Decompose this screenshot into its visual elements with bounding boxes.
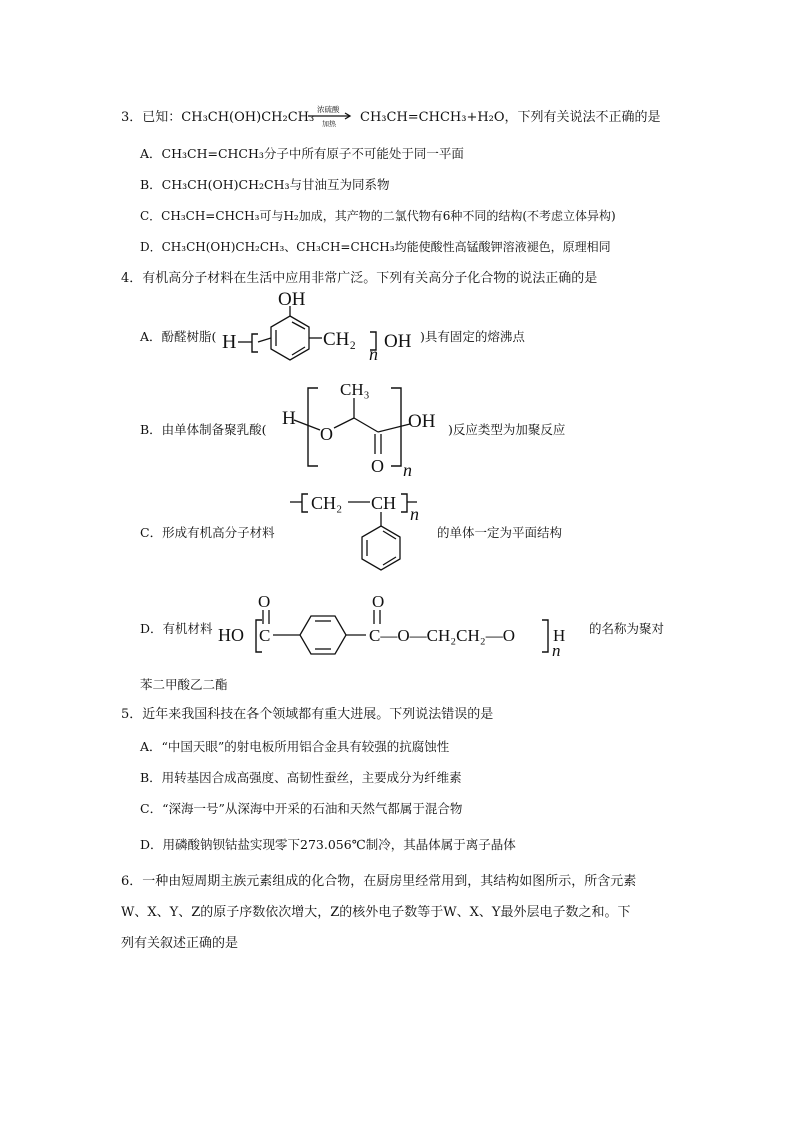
- chem-ch3: CH₃: [340, 380, 370, 399]
- q4-option-a-post: )具有固定的熔沸点: [420, 329, 525, 344]
- chem-o: O: [320, 424, 333, 444]
- q4-stem: 4．有机高分子材料在生活中应用非常广泛。下列有关高分子化合物的说法正确的是: [121, 271, 598, 286]
- reaction-arrow: [300, 104, 356, 130]
- q4-option-c-post: 的单体一定为平面结构: [437, 525, 563, 540]
- pet-structure: [218, 588, 588, 660]
- chem-n: n: [369, 344, 378, 364]
- q4-option-a-pre: A．酚醛树脂(: [140, 329, 217, 344]
- chem-o-carbonyl: O: [371, 456, 384, 476]
- chem-ch2: CH₂: [311, 493, 343, 513]
- arrow-condition-bottom: 加热: [322, 120, 336, 128]
- chem-oh: OH: [408, 411, 436, 432]
- q3-reactant: CH₃CH(OH)CH₂CH₃: [181, 110, 315, 125]
- chem-pet-chain: C—O—CH₂CH₂—O: [369, 626, 515, 645]
- svg-text:C: C: [259, 626, 271, 645]
- chem-ch: CH: [371, 493, 397, 513]
- chem-ho: HO: [218, 625, 244, 645]
- arrow-condition-top: 浓硫酸: [317, 105, 340, 114]
- q5-option-d: D．用磷酸钠钡钴盐实现零下273.056℃制冷，其晶体属于离子晶体: [140, 837, 516, 852]
- q5-option-c: C．“深海一号”从深海中开采的石油和天然气都属于混合物: [140, 801, 463, 816]
- q5-stem: 5．近年来我国科技在各个领域都有重大进展。下列说法错误的是: [121, 707, 494, 722]
- q6-line-3: 列有关叙述正确的是: [121, 936, 239, 951]
- chem-n: n: [552, 641, 561, 660]
- q4-option-d-post: 的名称为聚对: [589, 621, 665, 636]
- chem-o-carbonyl-2: O: [372, 592, 385, 611]
- q3-option-a: A．CH₃CH=CHCH₃分子中所有原子不可能处于同一平面: [140, 146, 464, 161]
- chem-n: n: [410, 504, 419, 524]
- chem-ch2: CH₂: [323, 329, 357, 350]
- q4-option-d-continued: 苯二甲酸乙二酯: [140, 677, 228, 692]
- q3-option-c: C．CH₃CH=CHCH₃可与H₂加成，其产物的二氯代物有6种不同的结构(不考虑立体异构): [140, 209, 616, 223]
- chem-oh-end: OH: [384, 331, 412, 352]
- chem-h: H: [282, 408, 296, 429]
- polylactic-acid-structure: [278, 380, 448, 480]
- q5-option-a: A．“中国天眼”的射电板所用铝合金具有较强的抗腐蚀性: [140, 739, 450, 754]
- chem-n: n: [403, 460, 412, 480]
- chem-h: H: [222, 331, 237, 353]
- q6-line-2: W、X、Y、Z的原子序数依次增大，Z的核外电子数等于W、X、Y最外层电子数之和。下: [121, 905, 631, 920]
- q4-option-b-pre: B．由单体制备聚乳酸(: [140, 422, 267, 437]
- q5-option-b: B．用转基因合成高强度、高韧性蚕丝，主要成分为纤维素: [140, 770, 462, 785]
- q4-option-d-pre: D．有机材料: [140, 621, 213, 636]
- chem-oh: OH: [278, 289, 306, 310]
- chem-h: H: [553, 626, 566, 645]
- q3-product: CH₃CH=CHCH₃+H₂O，下列有关说法不正确的是: [360, 110, 661, 125]
- q3-option-b: B．CH₃CH(OH)CH₂CH₃与甘油互为同系物: [140, 177, 390, 192]
- q3-option-d: D．CH₃CH(OH)CH₂CH₃、CH₃CH=CHCH₃均能使酸性高锰酸钾溶液褪色，原理相同: [140, 240, 611, 254]
- chem-o-carbonyl-1: O: [258, 592, 271, 611]
- polystyrene-structure: [286, 486, 436, 581]
- phenol-formaldehyde-structure: [222, 289, 432, 374]
- q4-option-c-pre: C．形成有机高分子材料: [140, 525, 275, 540]
- q3-stem: [121, 109, 314, 127]
- q4-option-b-post: )反应类型为加聚反应: [448, 422, 566, 437]
- q6-line-1: 6．一种由短周期主族元素组成的化合物，在厨房里经常用到，其结构如图所示，所含元素: [121, 874, 637, 889]
- q3-prefix: 3．已知：: [121, 110, 182, 125]
